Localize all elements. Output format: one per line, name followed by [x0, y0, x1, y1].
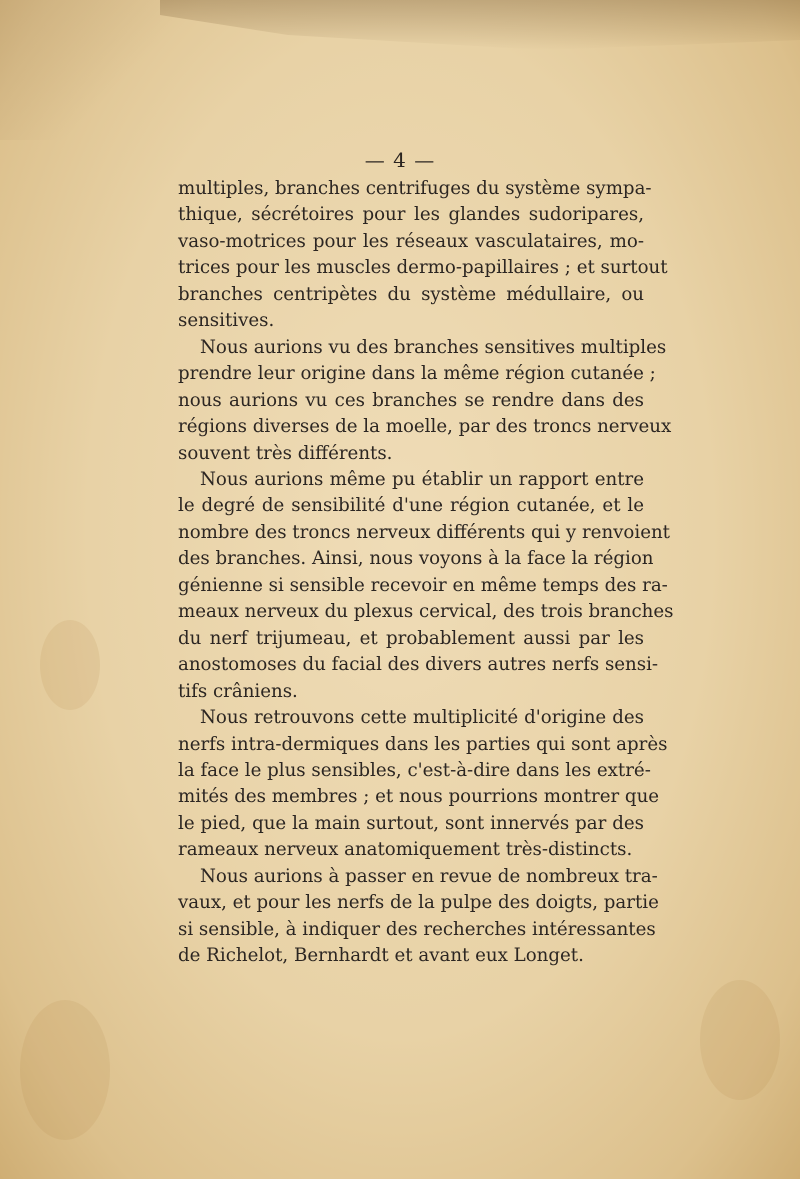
text-line: anostomoses du facial des divers autres nerfs sensi- — [178, 654, 659, 676]
text-line: génienne si sensible recevoir en même temps des ra- — [178, 574, 668, 596]
text-line: sensitives. — [178, 310, 275, 332]
text-line: de Richelot, Bernhardt et avant eux Longet. — [178, 945, 584, 967]
text-line: tifs crâniens. — [178, 680, 298, 702]
text-line: Nous retrouvons cette multiplicité d'origine des — [200, 707, 644, 729]
page-number: — 4 — — [364, 148, 436, 172]
text-line: prendre leur origine dans la même région cutanée ; — [178, 363, 656, 385]
text-line: Nous aurions à passer en revue de nombreux tra- — [200, 865, 658, 887]
text-line: rameaux nerveux anatomiquement très-distincts. — [178, 839, 633, 861]
text-line: vaso-motrices pour les réseaux vasculataires, mo- — [178, 230, 644, 252]
text-line: Nous aurions vu des branches sensitives multiples — [200, 336, 667, 358]
text-line: la face le plus sensibles, c'est-à-dire dans les extré- — [178, 759, 651, 781]
text-line: des branches. Ainsi, nous voyons à la face la région — [178, 548, 654, 570]
paper-stain — [20, 1000, 110, 1140]
paper-stain — [700, 980, 780, 1100]
paper-torn-edge — [160, 0, 800, 50]
text-line: le degré de sensibilité d'une région cutanée, et le — [178, 495, 644, 517]
text-line: Nous aurions même pu établir un rapport entre — [200, 468, 644, 490]
text-line: nerfs intra-dermiques dans les parties qui sont après — [178, 733, 668, 755]
text-line: multiples, branches centrifuges du système sympa- — [178, 178, 652, 199]
text-line: mités des membres ; et nous pourrions montrer que — [178, 786, 660, 808]
text-line: trices pour les muscles dermo-papillaires ; et surtout — [178, 257, 668, 279]
text-line: le pied, que la main surtout, sont innervés par des — [178, 812, 644, 834]
text-line: branches centripètes du système médullaire, ou — [178, 283, 644, 305]
paper-stain — [40, 620, 100, 710]
paper-fold-shadow — [0, 0, 200, 140]
body-text — [178, 176, 674, 970]
text-line: nombre des troncs nerveux différents qui y renvoient — [178, 521, 670, 543]
text-line: nous aurions vu ces branches se rendre dans des — [178, 389, 644, 411]
text-line: vaux, et pour les nerfs de la pulpe des doigts, partie — [178, 892, 659, 914]
text-line: meaux nerveux du plexus cervical, des trois branches — [178, 601, 674, 623]
text-line: thique, sécrétoires pour les glandes sudoripares, — [178, 204, 644, 226]
text-line: régions diverses de la moelle, par des troncs nerveux — [178, 416, 672, 438]
text-line: si sensible, à indiquer des recherches intéressantes — [178, 918, 656, 940]
text-line: du nerf trijumeau, et probablement aussi par les — [178, 627, 644, 649]
text-line: souvent très différents. — [178, 442, 393, 464]
